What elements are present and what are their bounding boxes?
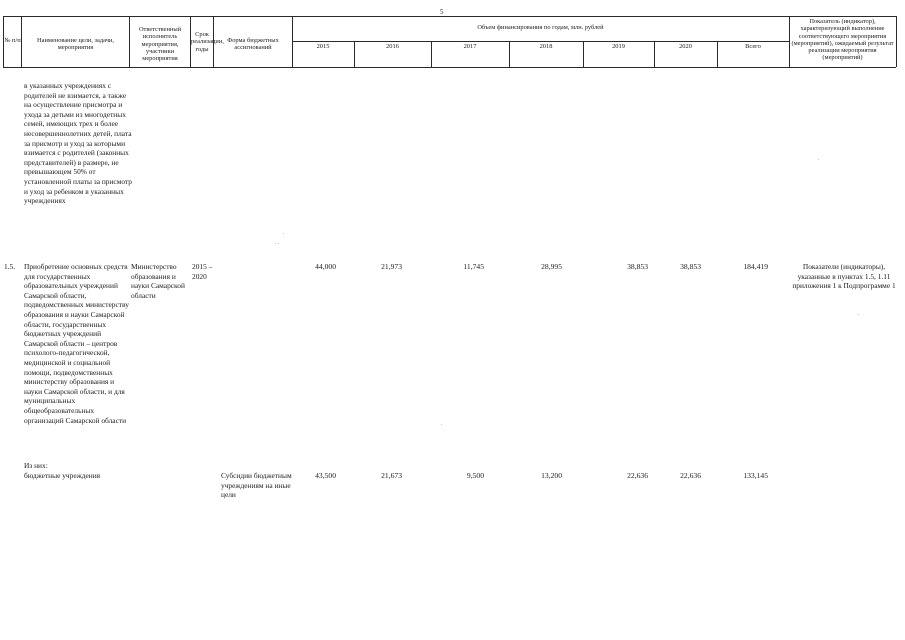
of-which-value-total: 133,145 bbox=[743, 471, 768, 480]
header-year-2015: 2015 bbox=[316, 43, 330, 50]
row-value-2016: 21,973 bbox=[381, 262, 402, 271]
row-name: Приобретение основных средств для государственных образовательных учреждений Самарской области, подведомственных министерству образования и науки Самарской области, государственных бюджетных учреждений Самарской области – центров психолого-педагогической, медицинской и социальной помощи, подведомственных министерству образования и науки Самарской области, и для муниципальных общеобразовательных организаций Самарской области bbox=[24, 262, 129, 425]
of-which-value-2019: 22,636 bbox=[627, 471, 648, 480]
scan-speck: . bbox=[858, 311, 860, 317]
scan-speck: . bbox=[283, 230, 285, 236]
header-funding: Объем финансирования по годам, млн. рублей bbox=[477, 24, 604, 31]
continuation-text: в указанных учреждениях с родителей не взимается, а также на осуществление присмотра и ухода за детьми из многодетных семей, имеющих трех и более несовершеннолетних детей, плата за присмотр и уход за которыми взимается с родителей (законных представителей) в размере, не превышающем 50% от установленной платы за присмотр и уход за ребенком в указанных учреждениях bbox=[24, 81, 132, 206]
header-executor: Ответственный исполнитель мероприятия, участники мероприятия bbox=[138, 26, 182, 63]
row-executor: Министерство образования и науки Самарской области bbox=[131, 262, 185, 300]
of-which-value-2015: 43,500 bbox=[315, 471, 336, 480]
of-which-label: Из них: bbox=[24, 461, 48, 470]
of-which-value-2017: 9,500 bbox=[466, 471, 484, 480]
header-year-2016: 2016 bbox=[386, 43, 399, 50]
header-indicator: Показатель (индикатор), характеризующий выполнение соответствующего мероприятия (мероприятий), ожидаемый результат реализации мероприятия (мероприятий) bbox=[791, 18, 894, 62]
header-year-2020: 2020 bbox=[679, 43, 692, 50]
row-number: 1.5. bbox=[4, 262, 16, 271]
row-value-2018: 28,995 bbox=[541, 262, 562, 271]
of-which-name: бюджетные учреждения bbox=[24, 471, 101, 480]
of-which-form: Субсидии бюджетным учреждениям на иные цели bbox=[221, 471, 292, 500]
header-year-2019: 2019 bbox=[612, 43, 625, 50]
scan-speck: . bbox=[818, 156, 820, 162]
header-year-2017: 2017 bbox=[463, 43, 477, 50]
row-value-2020: 38,853 bbox=[680, 262, 701, 271]
header-form: Форма бюджетных ассигнований bbox=[227, 37, 279, 52]
header-year-2018: 2018 bbox=[539, 43, 553, 50]
of-which-value-2018: 13,200 bbox=[541, 471, 562, 480]
header-name: Наименование цели, задачи, мероприятия bbox=[37, 37, 114, 52]
row-value-2015: 44,000 bbox=[315, 262, 336, 271]
header-num: № п/п bbox=[4, 37, 21, 44]
page-number: 5 bbox=[440, 8, 444, 16]
header-term: Срок реализации, годы bbox=[191, 31, 224, 53]
header-total: Всего bbox=[745, 43, 761, 50]
scan-speck: . . bbox=[275, 240, 280, 246]
of-which-value-2020: 22,636 bbox=[680, 471, 701, 480]
scan-speck: . bbox=[441, 421, 443, 427]
row-value-2019: 38,853 bbox=[627, 262, 648, 271]
row-value-2017: 11,745 bbox=[463, 262, 484, 271]
row-value-total: 184,419 bbox=[743, 262, 768, 271]
row-term: 2015 – 2020 bbox=[192, 262, 213, 281]
of-which-value-2016: 21,673 bbox=[381, 471, 402, 480]
row-indicator: Показатели (индикаторы), указанные в пунктах 1.5, 1.11 приложения 1 к Подпрограмме 1 bbox=[792, 262, 896, 291]
